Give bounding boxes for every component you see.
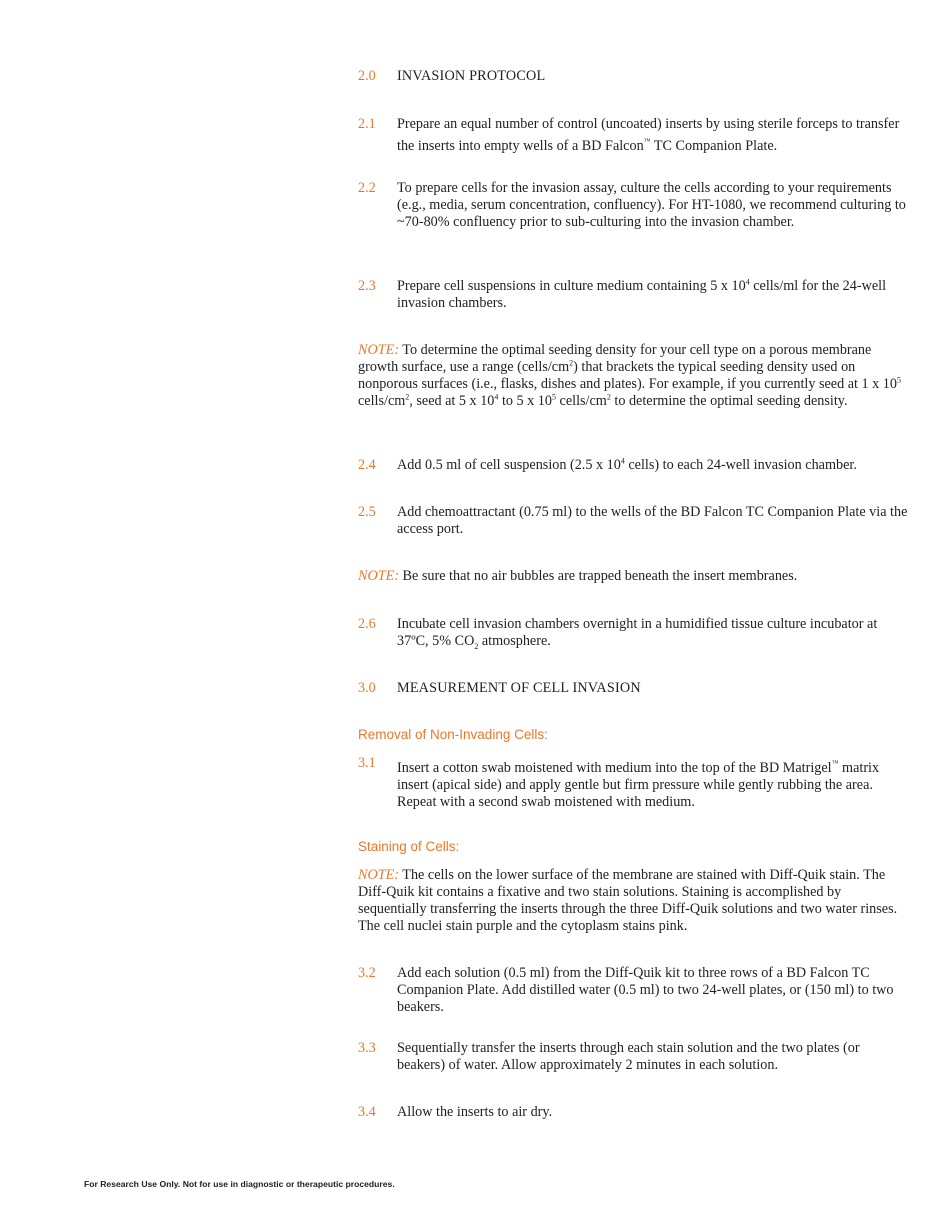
step-number: 2.1: [358, 116, 376, 132]
step-number: 3.1: [358, 755, 376, 771]
step-number: 3.4: [358, 1104, 376, 1120]
step-text: Allow the inserts to air dry.: [397, 1104, 553, 1120]
step-3-4: [358, 1104, 910, 1121]
note-label: NOTE:: [358, 867, 399, 883]
section-2-0-heading: [358, 68, 910, 85]
step-text: Add each solution (0.5 ml) from the Diff-Quik kit to three rows of a BD Falcon TC Companion Plate. Add distilled water (0.5 ml) to two 24-well plates, or (150 ml) to two beakers.: [397, 965, 894, 1015]
step-number: 2.4: [358, 457, 376, 473]
step-number: 2.2: [358, 180, 376, 196]
step-3-3: [358, 1040, 910, 1074]
step-text: Incubate cell invasion chambers overnight in a humidified tissue culture incubator at 37ºC, 5% $CO_2$ atmosphere.: [397, 616, 878, 651]
step-2-2: [358, 180, 910, 231]
step-3-1: [358, 755, 910, 811]
section-number: 3.0: [358, 680, 376, 696]
step-number: 2.5: [358, 504, 376, 520]
note-label: NOTE:: [358, 568, 399, 584]
step-text: Add chemoattractant (0.75 ml) to the wells of the BD Falcon TC Companion Plate via the access port.: [397, 504, 908, 537]
step-number: 3.3: [358, 1040, 376, 1056]
note-label: NOTE:: [358, 342, 399, 358]
step-text: Sequentially transfer the inserts through each stain solution and the two plates (or beakers) of water. Allow approximately 2 minutes in each solution.: [397, 1040, 860, 1073]
step-text: Prepare an equal number of control (uncoated) inserts by using sterile forceps to transfer the inserts into empty wells of a BD Falcon™ TC Companion Plate.: [397, 116, 900, 154]
footer-disclaimer: For Research Use Only. Not for use in diagnostic or therapeutic procedures.: [84, 1179, 395, 1189]
subheading-removal: Removal of Non-Invading Cells:: [358, 727, 548, 742]
step-text: Add 0.5 ml of cell suspension (2.5 x $10^4$ cells) to each 24-well invasion chamber.: [397, 456, 857, 473]
step-2-3: [358, 278, 910, 312]
step-2-6: [358, 616, 910, 650]
note-air-bubbles: NOTE: Be sure that no air bubbles are trapped beneath the insert membranes.: [358, 568, 798, 584]
section-title: INVASION PROTOCOL: [397, 68, 546, 84]
subheading-staining: Staining of Cells:: [358, 839, 460, 854]
step-text: Insert a cotton swab moistened with medium into the top of the BD Matrigel™ matrix insert (apical side) and apply gentle but firm pressure while gently rubbing the area. Repeat with a second swab moistened with medium.: [397, 759, 880, 810]
section-number: 2.0: [358, 68, 376, 84]
step-number: 2.6: [358, 616, 376, 632]
section-3-0-heading: [358, 680, 910, 697]
note-seeding-density: NOTE: To determine the optimal seeding density for your cell type on a porous membrane growth surface, use a range $(cells/cm^2)$ that brackets the typical seeding density used on nonporous surfaces (i.e., flasks, dishes and plates). For example, if you currently seed at 1 x $10^5$ cells/$cm^2$, seed at 5 x $10^4$ to 5 x $10^5$ cells/$cm^2$ to determine the optimal seeding density.: [358, 342, 901, 409]
step-number: 2.3: [358, 278, 376, 294]
note-staining: NOTE: The cells on the lower surface of the membrane are stained with Diff-Quik stain. The Diff-Quik kit contains a fixative and two stain solutions. Staining is accomplished by sequentially transferring the inserts through the three Diff-Quik solutions and two water rinses. The cell nuclei stain purple and the cytoplasm stains pink.: [358, 867, 898, 934]
step-2-4: [358, 457, 910, 474]
step-3-2: [358, 965, 910, 1016]
step-text: Prepare cell suspensions in culture medium containing 5 x $10^4$ cells/ml for the 24-well invasion chambers.: [397, 277, 887, 311]
step-text: To prepare cells for the invasion assay, culture the cells according to your requirements (e.g., media, serum concentration, confluency). For HT-1080, we recommend culturing to ~70-80% confluency prior to sub-culturing into the invasion chamber.: [397, 180, 906, 230]
step-number: 3.2: [358, 965, 376, 981]
step-2-1: [358, 116, 910, 155]
section-title: MEASUREMENT OF CELL INVASION: [397, 680, 641, 696]
step-2-5: [358, 504, 910, 538]
